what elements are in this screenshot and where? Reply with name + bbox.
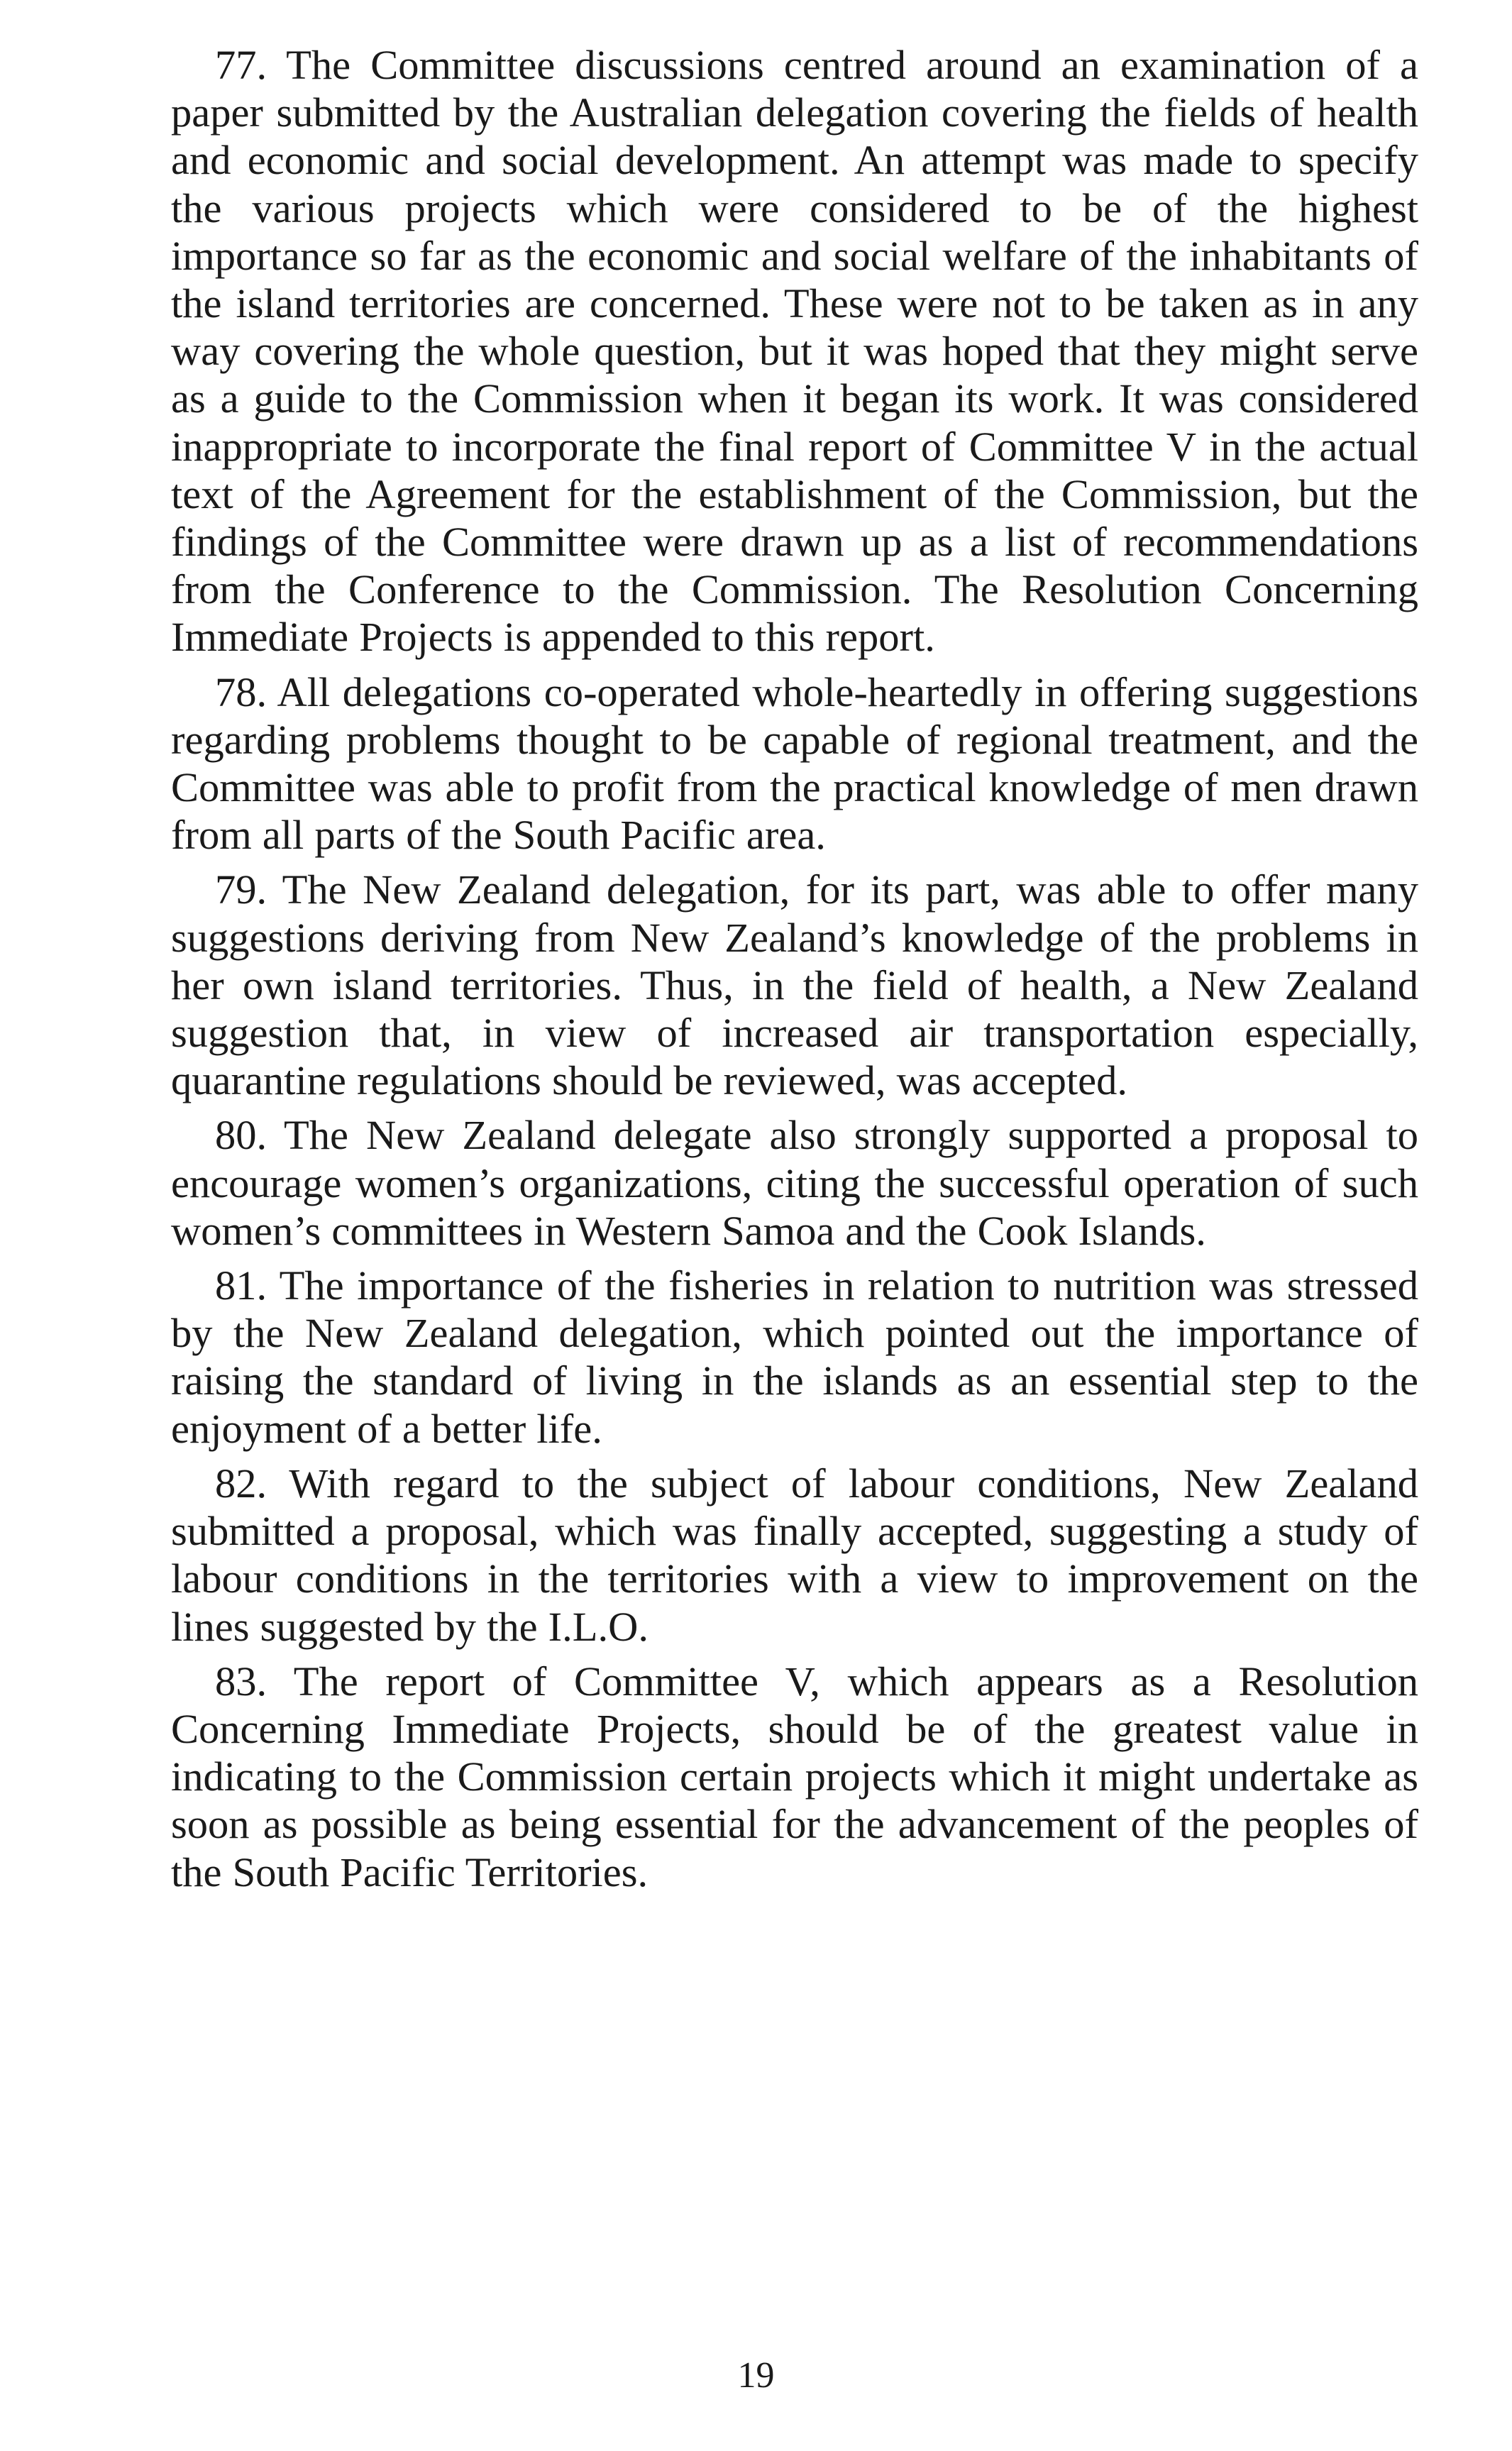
paragraph-number: 77. [215,42,267,88]
paragraph-text: The New Zealand delegate also strongly supported a proposal to encourage women’s organizations, citing the successful operation of such women’s committees in Western Samoa and the Cook Islands. [171,1112,1418,1254]
paragraph-number: 79. [215,866,267,913]
document-body [171,41,1418,1903]
paragraph-81 [171,1262,1418,1453]
paragraph-80 [171,1111,1418,1255]
paragraph-82 [171,1460,1418,1651]
paragraph-text: The importance of the fisheries in relation to nutrition was stressed by the New Zealand delegation, which pointed out the importance of raising the standard of living in the islands as an essential step to the enjoyment of a better life. [171,1262,1418,1452]
paragraph-number: 83. [215,1658,267,1704]
paragraph-77 [171,41,1418,661]
paragraph-text: With regard to the subject of labour conditions, New Zealand submitted a proposal, which was finally accepted, suggesting a study of labour conditions in the territories with a view to improvement on the lines suggested by the I.L.O. [171,1460,1418,1650]
paragraph-number: 81. [215,1262,267,1309]
paragraph-text: The New Zealand delegation, for its part, was able to offer many suggestions deriving from New Zealand’s knowledge of the problems in her own island territories. Thus, in the field of health, a New Zealand suggestion that, in view of increased air transportation especially, quarantine regulations should be reviewed, was accepted. [171,866,1418,1104]
paragraph-number: 78. [215,668,267,715]
paragraph-text: The Committee discussions centred around an examination of a paper submitted by the Australian delegation covering the fields of health and economic and social development. An attempt was made to specify the various projects which were considered to be of the highest importance so far as the economic and social welfare of the inhabitants of the island territories are concerned. These were not to be taken as in any way covering the whole question, but it was hoped that they might serve as a guide to the Commission when it began its work. It was considered inappropriate to incorporate the final report of Committee V in the actual text of the Agreement for the establishment of the Commission, but the findings of the Committee were drawn up as a list of recommendations from the Conference to the Commission. The Resolution Concerning Immediate Projects is appended to this report. [171,42,1419,661]
paragraph-78 [171,668,1418,859]
paragraph-number: 80. [215,1112,267,1159]
paragraph-text: The report of Committee V, which appears as a Resolution Concerning Immediate Projects, should be of the greatest value in indicating to the Commission certain projects which it might undertake as soon as possible as being essential for the advancement of the peoples of the South Pacific Territories. [171,1658,1418,1895]
paragraph-text: All delegations co-operated whole-heartedly in offering suggestions regarding problems thought to be capable of regional treatment, and the Committee was able to profit from the practical knowledge of men drawn from all parts of the South Pacific area. [171,668,1418,859]
paragraph-number: 82. [215,1460,267,1507]
page-number: 19 [737,2355,775,2396]
paragraph-83 [171,1658,1418,1896]
paragraph-79 [171,866,1418,1104]
